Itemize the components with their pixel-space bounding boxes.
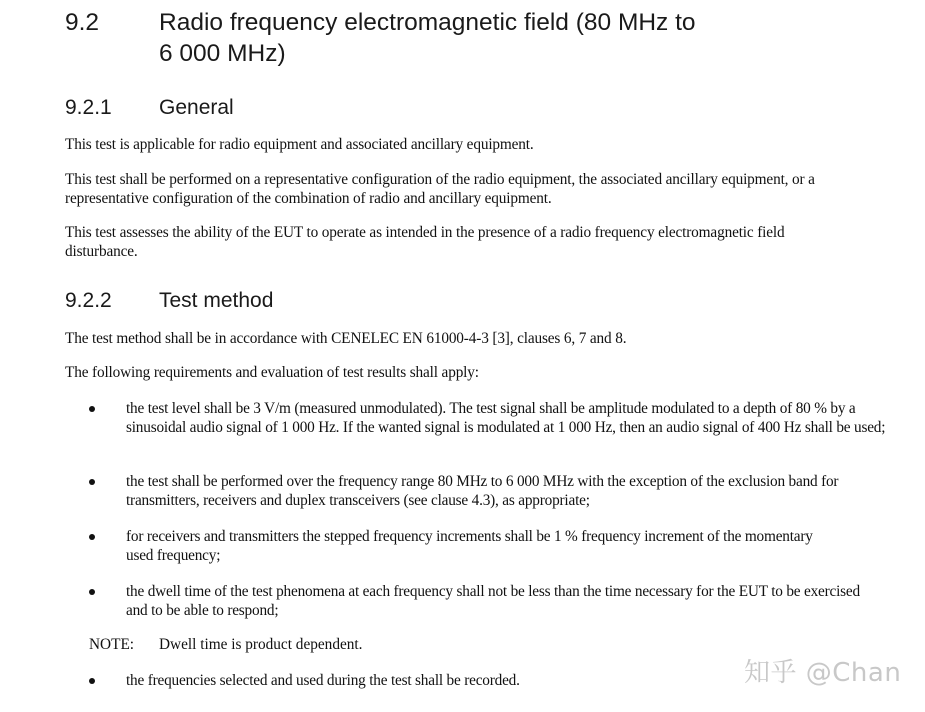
subsection-test-method-number: 9.2.2	[65, 289, 112, 312]
bullet-icon	[89, 678, 95, 684]
bullet-item-2: the test shall be performed over the frequency range 80 MHz to 6 000 MHz with the exception of the exclusion band for transmitters, receivers and duplex transceivers (see clause 4.3), as appropriate;	[126, 473, 839, 509]
subsection-general-number: 9.2.1	[65, 96, 112, 119]
note-text: Dwell time is product dependent.	[159, 636, 363, 653]
section-title-line-2: 6 000 MHz)	[159, 40, 286, 67]
bullet-icon	[89, 589, 95, 595]
general-paragraph-3: This test assesses the ability of the EUT to operate as intended in the presence of a radio frequency electromagnetic field disturbance.	[65, 224, 785, 260]
section-title-line-1: Radio frequency electromagnetic field (80 MHz to	[159, 9, 696, 36]
bullet-item-5: the frequencies selected and used during the test shall be recorded.	[126, 672, 520, 689]
subsection-general-title: General	[159, 96, 234, 119]
note-label: NOTE:	[89, 636, 135, 653]
bullet-item-1: the test level shall be 3 V/m (measured unmodulated). The test signal shall be amplitude modulated to a depth of 80 % by a sinusoidal audio signal of 1 000 Hz. If the wanted signal is modulated at 1 000 Hz, then an audio signal of 400 Hz shall be used;	[126, 400, 886, 436]
bullet-icon	[89, 406, 95, 412]
general-paragraph-1: This test is applicable for radio equipment and associated ancillary equipment.	[65, 136, 534, 153]
bullet-item-3: for receivers and transmitters the stepped frequency increments shall be 1 % frequency increment of the momentary used frequency;	[126, 528, 813, 564]
section-number: 9.2	[65, 9, 100, 36]
subsection-test-method-title: Test method	[159, 289, 274, 312]
test-method-paragraph-2: The following requirements and evaluation of test results shall apply:	[65, 364, 479, 381]
watermark: 知乎 @Chan	[744, 658, 902, 688]
test-method-paragraph-1: The test method shall be in accordance with CENELEC EN 61000-4-3 [3], clauses 6, 7 and 8.	[65, 330, 627, 347]
bullet-item-4: the dwell time of the test phenomena at each frequency shall not be less than the time necessary for the EUT to be exercised and to be able to respond;	[126, 583, 860, 619]
general-paragraph-2: This test shall be performed on a representative configuration of the radio equipment, the associated ancillary equipment, or a representative configuration of the combination of radio and ancillary equipment.	[65, 171, 815, 207]
bullet-icon	[89, 534, 95, 540]
bullet-icon	[89, 479, 95, 485]
